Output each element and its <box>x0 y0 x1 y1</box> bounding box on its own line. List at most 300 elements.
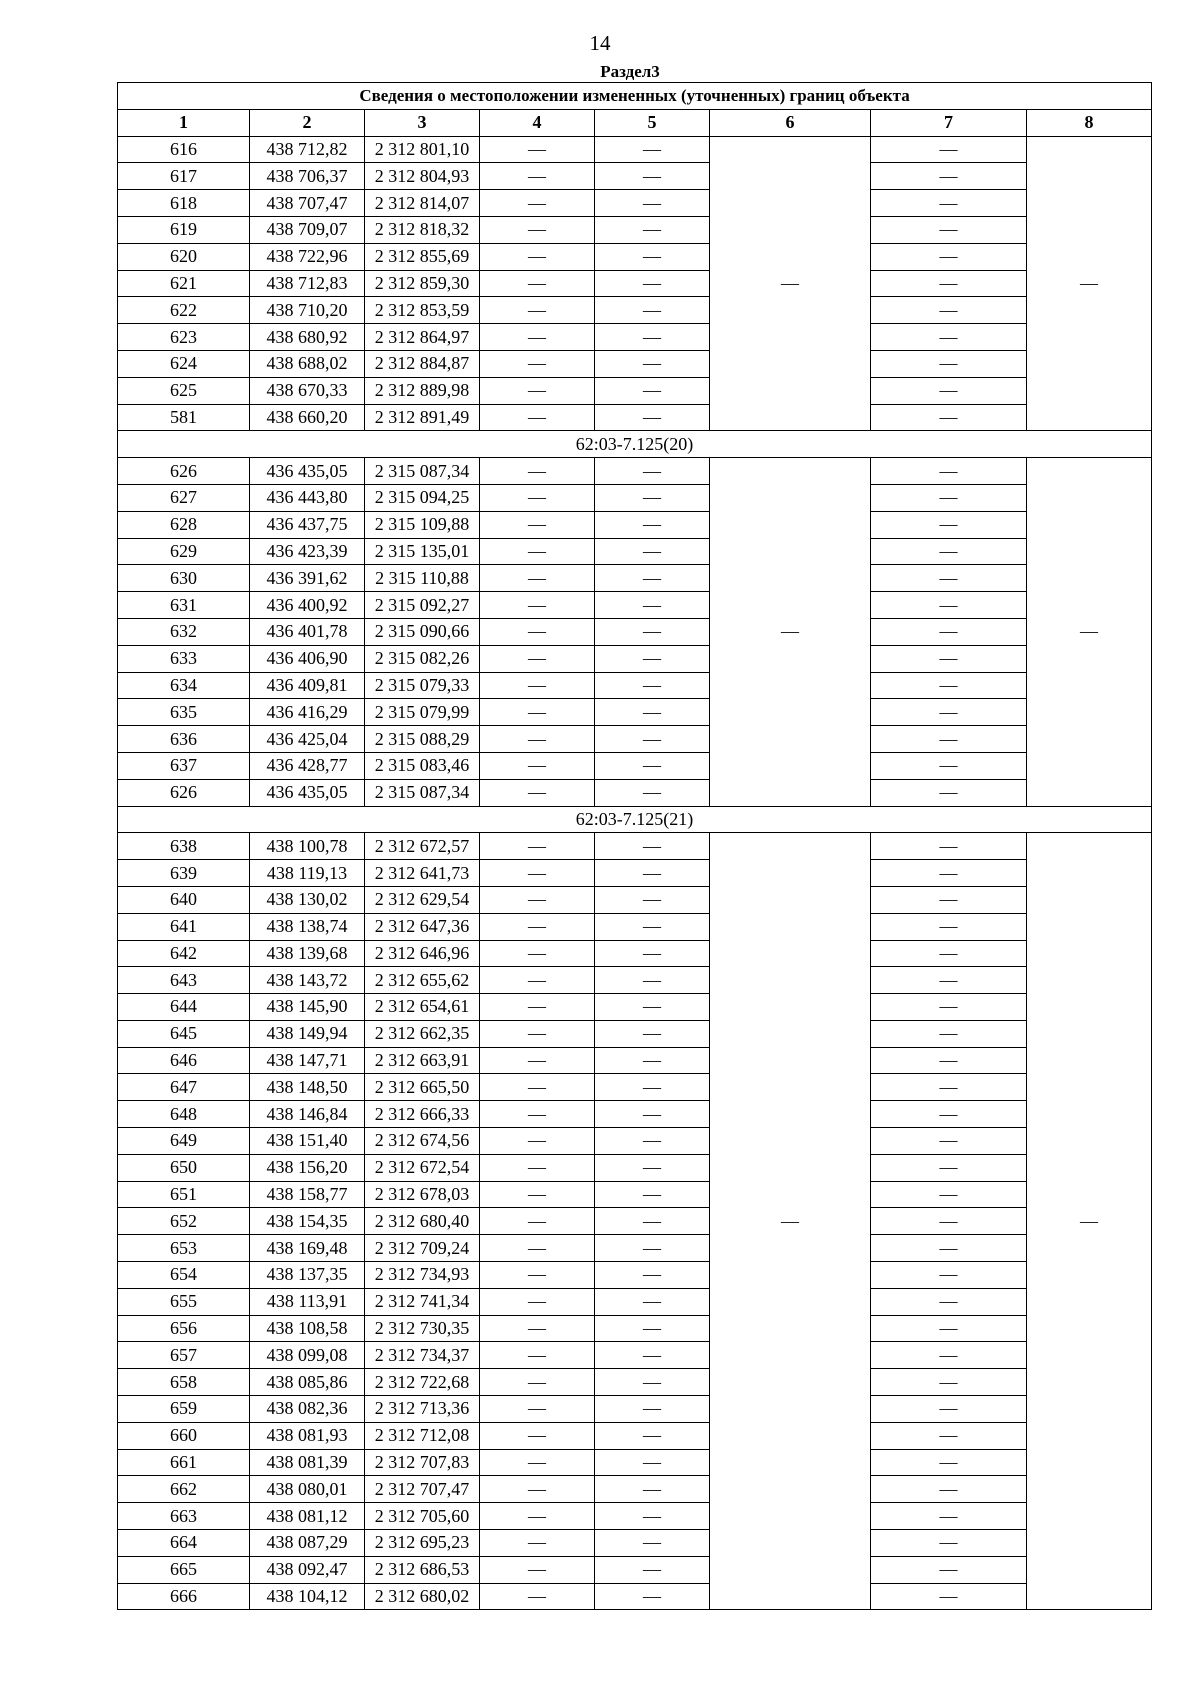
column-7-cell: — <box>871 350 1027 377</box>
column-4-cell: — <box>480 270 595 297</box>
coordinate-y-cell: 2 312 853,59 <box>365 297 480 324</box>
point-number-cell: 653 <box>118 1235 250 1262</box>
point-number-cell: 634 <box>118 672 250 699</box>
coordinate-y-cell: 2 315 094,25 <box>365 484 480 511</box>
column-4-cell: — <box>480 752 595 779</box>
column-4-cell: — <box>480 1315 595 1342</box>
column-7-cell: — <box>871 672 1027 699</box>
coordinate-y-cell: 2 312 666,33 <box>365 1101 480 1128</box>
coordinate-x-cell: 436 425,04 <box>250 726 365 753</box>
point-number-cell: 638 <box>118 833 250 860</box>
point-number-cell: 661 <box>118 1449 250 1476</box>
coordinate-x-cell: 436 400,92 <box>250 592 365 619</box>
point-number-cell: 621 <box>118 270 250 297</box>
coordinate-y-cell: 2 315 092,27 <box>365 592 480 619</box>
column-5-cell: — <box>595 377 710 404</box>
table-row <box>118 136 1152 163</box>
column-4-cell: — <box>480 1476 595 1503</box>
coordinate-y-cell: 2 312 672,54 <box>365 1154 480 1181</box>
column-5-cell: — <box>595 1556 710 1583</box>
column-7-cell: — <box>871 538 1027 565</box>
coordinate-x-cell: 438 092,47 <box>250 1556 365 1583</box>
column-4-cell: — <box>480 190 595 217</box>
column-7-cell: — <box>871 297 1027 324</box>
coordinate-y-cell: 2 312 722,68 <box>365 1369 480 1396</box>
column-number: 1 <box>118 109 250 136</box>
coordinate-x-cell: 438 670,33 <box>250 377 365 404</box>
column-7-cell: — <box>871 1074 1027 1101</box>
column-5-cell: — <box>595 297 710 324</box>
column-7-cell: — <box>871 458 1027 485</box>
table-row <box>118 886 1152 913</box>
column-number: 6 <box>710 109 871 136</box>
coordinate-x-cell: 436 423,39 <box>250 538 365 565</box>
point-number-cell: 665 <box>118 1556 250 1583</box>
column-4-cell: — <box>480 913 595 940</box>
coordinate-x-cell: 438 712,82 <box>250 136 365 163</box>
coordinate-x-cell: 438 148,50 <box>250 1074 365 1101</box>
page-number: 14 <box>589 31 611 55</box>
column-7-cell: — <box>871 886 1027 913</box>
table-row <box>118 699 1152 726</box>
column-5-cell: — <box>595 779 710 806</box>
coordinate-y-cell: 2 312 707,47 <box>365 1476 480 1503</box>
coordinate-y-cell: 2 312 663,91 <box>365 1047 480 1074</box>
column-4-cell: — <box>480 538 595 565</box>
coordinate-x-cell: 438 722,96 <box>250 243 365 270</box>
column-5-cell: — <box>595 484 710 511</box>
table-row <box>118 377 1152 404</box>
column-4-cell: — <box>480 297 595 324</box>
point-number-cell: 626 <box>118 779 250 806</box>
column-7-cell: — <box>871 913 1027 940</box>
coordinate-x-cell: 436 391,62 <box>250 565 365 592</box>
column-5-cell: — <box>595 350 710 377</box>
column-5-cell: — <box>595 1583 710 1610</box>
coordinate-y-cell: 2 312 665,50 <box>365 1074 480 1101</box>
column-5-cell: — <box>595 1369 710 1396</box>
coordinate-y-cell: 2 315 110,88 <box>365 565 480 592</box>
coordinate-x-cell: 438 137,35 <box>250 1262 365 1289</box>
column-4-cell: — <box>480 1074 595 1101</box>
point-number-cell: 664 <box>118 1530 250 1557</box>
table-row <box>118 1181 1152 1208</box>
coordinate-y-cell: 2 312 709,24 <box>365 1235 480 1262</box>
point-number-cell: 639 <box>118 860 250 887</box>
point-number-cell: 652 <box>118 1208 250 1235</box>
column-7-cell: — <box>871 1530 1027 1557</box>
point-number-cell: 642 <box>118 940 250 967</box>
point-number-cell: 619 <box>118 216 250 243</box>
coordinate-x-cell: 436 435,05 <box>250 779 365 806</box>
point-number-cell: 656 <box>118 1315 250 1342</box>
coordinate-y-cell: 2 312 741,34 <box>365 1288 480 1315</box>
coordinate-x-cell: 438 146,84 <box>250 1101 365 1128</box>
coordinate-x-cell: 438 081,12 <box>250 1503 365 1530</box>
coordinate-x-cell: 438 108,58 <box>250 1315 365 1342</box>
column-4-cell: — <box>480 860 595 887</box>
column-7-cell: — <box>871 243 1027 270</box>
column-7-cell: — <box>871 1503 1027 1530</box>
point-number-cell: 637 <box>118 752 250 779</box>
column-7-cell: — <box>871 136 1027 163</box>
column-4-cell: — <box>480 592 595 619</box>
coordinate-y-cell: 2 312 662,35 <box>365 1020 480 1047</box>
table-row <box>118 297 1152 324</box>
column-7-cell: — <box>871 645 1027 672</box>
column-7-cell: — <box>871 592 1027 619</box>
column-7-cell: — <box>871 1101 1027 1128</box>
column-5-cell: — <box>595 860 710 887</box>
column-number: 8 <box>1027 109 1152 136</box>
column-5-cell: — <box>595 1047 710 1074</box>
coordinate-y-cell: 2 312 680,02 <box>365 1583 480 1610</box>
point-number-cell: 617 <box>118 163 250 190</box>
point-number-cell: 640 <box>118 886 250 913</box>
column-number: 5 <box>595 109 710 136</box>
column-7-cell: — <box>871 565 1027 592</box>
column-5-cell: — <box>595 1422 710 1449</box>
column-5-cell: — <box>595 1262 710 1289</box>
point-number-cell: 618 <box>118 190 250 217</box>
column-number: 4 <box>480 109 595 136</box>
column-7-cell: — <box>871 1342 1027 1369</box>
point-number-cell: 616 <box>118 136 250 163</box>
coordinate-y-cell: 2 312 734,37 <box>365 1342 480 1369</box>
coordinate-y-cell: 2 312 678,03 <box>365 1181 480 1208</box>
column-5-cell: — <box>595 1530 710 1557</box>
group-header-row <box>118 806 1152 833</box>
column-5-cell: — <box>595 1154 710 1181</box>
column-5-cell: — <box>595 1181 710 1208</box>
column-7-cell: — <box>871 404 1027 431</box>
coordinate-y-cell: 2 312 859,30 <box>365 270 480 297</box>
table-row <box>118 1047 1152 1074</box>
coordinate-y-cell: 2 312 647,36 <box>365 913 480 940</box>
column-7-cell: — <box>871 1235 1027 1262</box>
table-row <box>118 913 1152 940</box>
column-4-cell: — <box>480 163 595 190</box>
point-number-cell: 628 <box>118 511 250 538</box>
column-7-cell: — <box>871 1369 1027 1396</box>
table-row <box>118 1449 1152 1476</box>
coordinate-y-cell: 2 315 090,66 <box>365 618 480 645</box>
column-7-cell: — <box>871 270 1027 297</box>
column-6-merged-cell: — <box>710 136 871 431</box>
coordinate-y-cell: 2 312 695,23 <box>365 1530 480 1557</box>
point-number-cell: 625 <box>118 377 250 404</box>
table-body <box>118 136 1152 1610</box>
column-4-cell: — <box>480 1503 595 1530</box>
coordinate-x-cell: 438 104,12 <box>250 1583 365 1610</box>
column-5-cell: — <box>595 833 710 860</box>
table-row <box>118 458 1152 485</box>
column-4-cell: — <box>480 1449 595 1476</box>
column-4-cell: — <box>480 565 595 592</box>
column-7-cell: — <box>871 1208 1027 1235</box>
point-number-cell: 651 <box>118 1181 250 1208</box>
table-row <box>118 1369 1152 1396</box>
group-header-row <box>118 431 1152 458</box>
column-7-cell: — <box>871 324 1027 351</box>
table-row <box>118 163 1152 190</box>
table-row <box>118 565 1152 592</box>
coordinate-y-cell: 2 315 079,99 <box>365 699 480 726</box>
table-row <box>118 672 1152 699</box>
table-row <box>118 618 1152 645</box>
column-7-cell: — <box>871 377 1027 404</box>
column-4-cell: — <box>480 377 595 404</box>
table-row <box>118 1208 1152 1235</box>
coordinate-y-cell: 2 312 629,54 <box>365 886 480 913</box>
column-5-cell: — <box>595 1288 710 1315</box>
table-row <box>118 994 1152 1021</box>
column-5-cell: — <box>595 1020 710 1047</box>
column-number: 7 <box>871 109 1027 136</box>
column-4-cell: — <box>480 324 595 351</box>
point-number-cell: 633 <box>118 645 250 672</box>
point-number-cell: 626 <box>118 458 250 485</box>
point-number-cell: 630 <box>118 565 250 592</box>
coordinate-y-cell: 2 315 088,29 <box>365 726 480 753</box>
coordinate-y-cell: 2 312 801,10 <box>365 136 480 163</box>
point-number-cell: 647 <box>118 1074 250 1101</box>
point-number-cell: 624 <box>118 350 250 377</box>
table-row <box>118 216 1152 243</box>
column-4-cell: — <box>480 1235 595 1262</box>
column-5-cell: — <box>595 1503 710 1530</box>
column-4-cell: — <box>480 967 595 994</box>
table-row <box>118 1556 1152 1583</box>
column-5-cell: — <box>595 752 710 779</box>
point-number-cell: 655 <box>118 1288 250 1315</box>
table-row <box>118 190 1152 217</box>
coordinate-x-cell: 436 416,29 <box>250 699 365 726</box>
coordinate-y-cell: 2 312 889,98 <box>365 377 480 404</box>
point-number-cell: 623 <box>118 324 250 351</box>
column-7-cell: — <box>871 1396 1027 1423</box>
column-5-cell: — <box>595 592 710 619</box>
table-row <box>118 1128 1152 1155</box>
column-7-cell: — <box>871 1020 1027 1047</box>
coordinate-x-cell: 438 138,74 <box>250 913 365 940</box>
column-7-cell: — <box>871 1449 1027 1476</box>
coordinate-y-cell: 2 312 712,08 <box>365 1422 480 1449</box>
table-row <box>118 511 1152 538</box>
column-4-cell: — <box>480 1556 595 1583</box>
coordinate-x-cell: 438 147,71 <box>250 1047 365 1074</box>
coordinate-x-cell: 438 099,08 <box>250 1342 365 1369</box>
coordinate-x-cell: 438 710,20 <box>250 297 365 324</box>
point-number-cell: 659 <box>118 1396 250 1423</box>
column-4-cell: — <box>480 1154 595 1181</box>
coordinate-y-cell: 2 312 672,57 <box>365 833 480 860</box>
coordinate-y-cell: 2 312 705,60 <box>365 1503 480 1530</box>
column-5-cell: — <box>595 565 710 592</box>
coordinate-y-cell: 2 312 674,56 <box>365 1128 480 1155</box>
coordinate-y-cell: 2 312 884,87 <box>365 350 480 377</box>
object-part-label: 62:03-7.125(20) <box>118 431 1152 458</box>
column-5-cell: — <box>595 243 710 270</box>
column-4-cell: — <box>480 1583 595 1610</box>
table-row <box>118 538 1152 565</box>
coordinate-y-cell: 2 315 087,34 <box>365 458 480 485</box>
table-row <box>118 967 1152 994</box>
table-row <box>118 243 1152 270</box>
coordinate-y-cell: 2 312 655,62 <box>365 967 480 994</box>
point-number-cell: 581 <box>118 404 250 431</box>
point-number-cell: 666 <box>118 1583 250 1610</box>
coordinate-y-cell: 2 315 082,26 <box>365 645 480 672</box>
column-7-cell: — <box>871 1583 1027 1610</box>
coordinate-y-cell: 2 315 087,34 <box>365 779 480 806</box>
column-4-cell: — <box>480 484 595 511</box>
column-4-cell: — <box>480 994 595 1021</box>
coordinate-x-cell: 438 145,90 <box>250 994 365 1021</box>
point-number-cell: 663 <box>118 1503 250 1530</box>
column-4-cell: — <box>480 1342 595 1369</box>
coordinate-x-cell: 436 435,05 <box>250 458 365 485</box>
column-4-cell: — <box>480 404 595 431</box>
point-number-cell: 658 <box>118 1369 250 1396</box>
column-4-cell: — <box>480 1262 595 1289</box>
coordinate-x-cell: 438 143,72 <box>250 967 365 994</box>
coordinate-x-cell: 438 151,40 <box>250 1128 365 1155</box>
column-4-cell: — <box>480 1208 595 1235</box>
coordinate-x-cell: 438 139,68 <box>250 940 365 967</box>
column-5-cell: — <box>595 1396 710 1423</box>
table-row <box>118 324 1152 351</box>
column-5-cell: — <box>595 967 710 994</box>
column-4-cell: — <box>480 1020 595 1047</box>
point-number-cell: 650 <box>118 1154 250 1181</box>
coordinate-y-cell: 2 312 804,93 <box>365 163 480 190</box>
column-7-cell: — <box>871 699 1027 726</box>
object-part-label: 62:03-7.125(21) <box>118 806 1152 833</box>
column-5-cell: — <box>595 1315 710 1342</box>
table-row <box>118 592 1152 619</box>
column-5-cell: — <box>595 886 710 913</box>
table-row <box>118 779 1152 806</box>
point-number-cell: 620 <box>118 243 250 270</box>
table-row <box>118 752 1152 779</box>
table-row <box>118 1342 1152 1369</box>
coordinate-x-cell: 438 130,02 <box>250 886 365 913</box>
column-5-cell: — <box>595 270 710 297</box>
column-4-cell: — <box>480 940 595 967</box>
coordinate-x-cell: 438 082,36 <box>250 1396 365 1423</box>
coordinate-y-cell: 2 312 686,53 <box>365 1556 480 1583</box>
column-7-cell: — <box>871 1154 1027 1181</box>
column-5-cell: — <box>595 324 710 351</box>
coordinate-y-cell: 2 312 891,49 <box>365 404 480 431</box>
table-row <box>118 1288 1152 1315</box>
table-row <box>118 1154 1152 1181</box>
column-6-merged-cell: — <box>710 833 871 1610</box>
table-row <box>118 1235 1152 1262</box>
point-number-cell: 622 <box>118 297 250 324</box>
coordinate-y-cell: 2 312 734,93 <box>365 1262 480 1289</box>
coordinate-y-cell: 2 315 109,88 <box>365 511 480 538</box>
column-7-cell: — <box>871 190 1027 217</box>
coordinate-x-cell: 438 712,83 <box>250 270 365 297</box>
table-row <box>118 1583 1152 1610</box>
table-row <box>118 1476 1152 1503</box>
column-4-cell: — <box>480 833 595 860</box>
coordinate-y-cell: 2 312 814,07 <box>365 190 480 217</box>
column-4-cell: — <box>480 1101 595 1128</box>
coordinate-y-cell: 2 312 707,83 <box>365 1449 480 1476</box>
column-8-merged-cell: — <box>1027 136 1152 431</box>
coordinate-x-cell: 438 707,47 <box>250 190 365 217</box>
boundary-coordinates-table <box>117 82 1152 1610</box>
column-4-cell: — <box>480 699 595 726</box>
table-row <box>118 1503 1152 1530</box>
coordinate-x-cell: 438 085,86 <box>250 1369 365 1396</box>
point-number-cell: 643 <box>118 967 250 994</box>
column-7-cell: — <box>871 618 1027 645</box>
column-5-cell: — <box>595 404 710 431</box>
coordinate-y-cell: 2 312 730,35 <box>365 1315 480 1342</box>
column-4-cell: — <box>480 511 595 538</box>
column-number: 3 <box>365 109 480 136</box>
column-5-cell: — <box>595 699 710 726</box>
column-4-cell: — <box>480 1422 595 1449</box>
coordinate-y-cell: 2 312 654,61 <box>365 994 480 1021</box>
column-5-cell: — <box>595 538 710 565</box>
coordinate-x-cell: 438 156,20 <box>250 1154 365 1181</box>
column-5-cell: — <box>595 618 710 645</box>
column-7-cell: — <box>871 1315 1027 1342</box>
column-7-cell: — <box>871 1556 1027 1583</box>
point-number-cell: 662 <box>118 1476 250 1503</box>
coordinate-x-cell: 438 081,39 <box>250 1449 365 1476</box>
coordinate-y-cell: 2 312 646,96 <box>365 940 480 967</box>
column-5-cell: — <box>595 940 710 967</box>
coordinate-x-cell: 438 087,29 <box>250 1530 365 1557</box>
coordinate-x-cell: 438 100,78 <box>250 833 365 860</box>
column-5-cell: — <box>595 511 710 538</box>
coordinate-x-cell: 436 428,77 <box>250 752 365 779</box>
coordinate-x-cell: 438 169,48 <box>250 1235 365 1262</box>
column-5-cell: — <box>595 190 710 217</box>
column-4-cell: — <box>480 779 595 806</box>
column-7-cell: — <box>871 484 1027 511</box>
point-number-cell: 657 <box>118 1342 250 1369</box>
column-4-cell: — <box>480 645 595 672</box>
column-7-cell: — <box>871 1476 1027 1503</box>
point-number-cell: 646 <box>118 1047 250 1074</box>
column-7-cell: — <box>871 1128 1027 1155</box>
coordinate-x-cell: 438 154,35 <box>250 1208 365 1235</box>
column-4-cell: — <box>480 216 595 243</box>
point-number-cell: 654 <box>118 1262 250 1289</box>
coordinate-x-cell: 438 149,94 <box>250 1020 365 1047</box>
coordinate-y-cell: 2 312 864,97 <box>365 324 480 351</box>
column-4-cell: — <box>480 886 595 913</box>
column-5-cell: — <box>595 645 710 672</box>
table-row <box>118 833 1152 860</box>
point-number-cell: 641 <box>118 913 250 940</box>
column-7-cell: — <box>871 1422 1027 1449</box>
table-row <box>118 350 1152 377</box>
point-number-cell: 629 <box>118 538 250 565</box>
column-7-cell: — <box>871 779 1027 806</box>
coordinate-y-cell: 2 312 818,32 <box>365 216 480 243</box>
column-7-cell: — <box>871 994 1027 1021</box>
point-number-cell: 644 <box>118 994 250 1021</box>
coordinate-x-cell: 436 437,75 <box>250 511 365 538</box>
